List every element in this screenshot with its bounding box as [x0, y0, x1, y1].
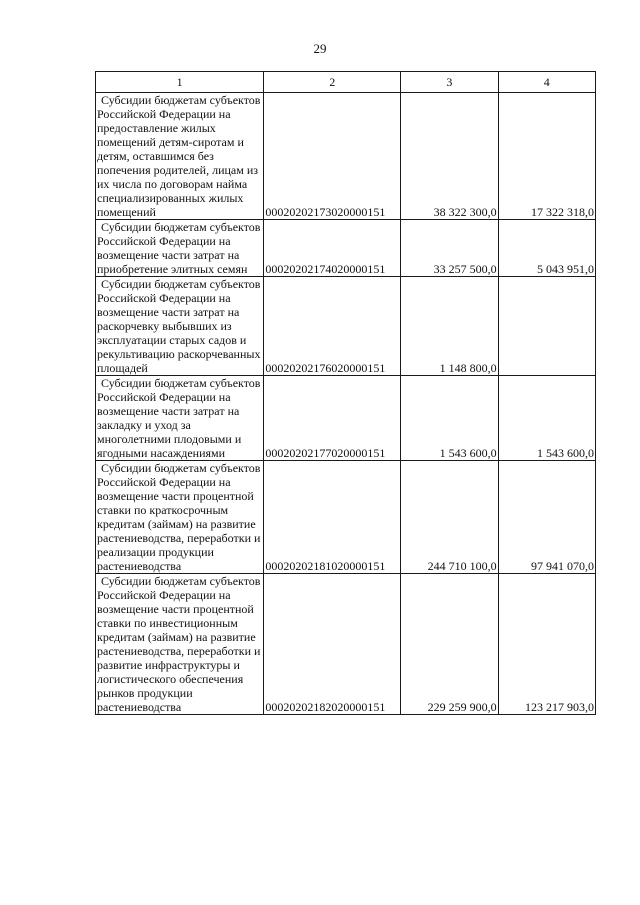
row-code: 00020202177020000151 — [264, 376, 401, 461]
row-code: 00020202174020000151 — [264, 220, 401, 277]
row-code: 00020202181020000151 — [264, 461, 401, 574]
row-value-3: 1 148 800,0 — [401, 277, 498, 376]
table-row — [96, 574, 596, 715]
row-value-4 — [498, 277, 595, 376]
row-name-text: Субсидии бюджетам субъектов Российской Федерации на возмещение части процентной ставки по инвестиционным кредитам (займам) на развитие растениеводства, переработки и развитие инфраструктуры и логистического обеспечения рынков продукции растениеводства — [97, 574, 261, 714]
row-value-4: 17 322 318,0 — [498, 93, 595, 220]
row-name-text: Субсидии бюджетам субъектов Российской Федерации на возмещение части процентной ставки по краткосрочным кредитам (займам) на развитие растениеводства, переработки и реализации продукции растениеводства — [97, 461, 261, 573]
row-value-4: 1 543 600,0 — [498, 376, 595, 461]
table-row — [96, 93, 596, 220]
row-value-3: 38 322 300,0 — [401, 93, 498, 220]
row-name — [96, 574, 264, 715]
row-value-3: 244 710 100,0 — [401, 461, 498, 574]
row-name — [96, 461, 264, 574]
budget-table — [95, 71, 596, 715]
table-row — [96, 220, 596, 277]
row-value-4: 97 941 070,0 — [498, 461, 595, 574]
row-name — [96, 376, 264, 461]
table-row — [96, 461, 596, 574]
header-col-2: 2 — [264, 72, 401, 93]
row-code: 00020202173020000151 — [264, 93, 401, 220]
row-name-text: Субсидии бюджетам субъектов Российской Федерации на возмещение части затрат на закладку и уход за многолетними плодовыми и ягодными насаждениями — [97, 376, 261, 460]
page-number: 29 — [313, 41, 327, 56]
row-value-4: 5 043 951,0 — [498, 220, 595, 277]
row-code: 00020202176020000151 — [264, 277, 401, 376]
table-row — [96, 277, 596, 376]
row-name — [96, 220, 264, 277]
header-col-3: 3 — [401, 72, 498, 93]
header-col-4: 4 — [498, 72, 595, 93]
row-name — [96, 277, 264, 376]
row-code: 00020202182020000151 — [264, 574, 401, 715]
row-name-text: Субсидии бюджетам субъектов Российской Федерации на предоставление жилых помещений детям-сиротам и детям, оставшимся без попечения родителей, лицам из их числа по договорам найма специализированных жилых помещений — [97, 93, 261, 219]
row-value-3: 1 543 600,0 — [401, 376, 498, 461]
table-header-row — [96, 72, 596, 93]
row-value-4: 123 217 903,0 — [498, 574, 595, 715]
row-name — [96, 93, 264, 220]
row-value-3: 33 257 500,0 — [401, 220, 498, 277]
header-col-1: 1 — [96, 72, 264, 93]
row-name-text: Субсидии бюджетам субъектов Российской Федерации на возмещение части затрат на приобретение элитных семян — [97, 220, 261, 276]
row-name-text: Субсидии бюджетам субъектов Российской Федерации на возмещение части затрат на раскорчевку выбывших из эксплуатации старых садов и рекультивацию раскорчеванных площадей — [97, 277, 261, 375]
table-row — [96, 376, 596, 461]
row-value-3: 229 259 900,0 — [401, 574, 498, 715]
